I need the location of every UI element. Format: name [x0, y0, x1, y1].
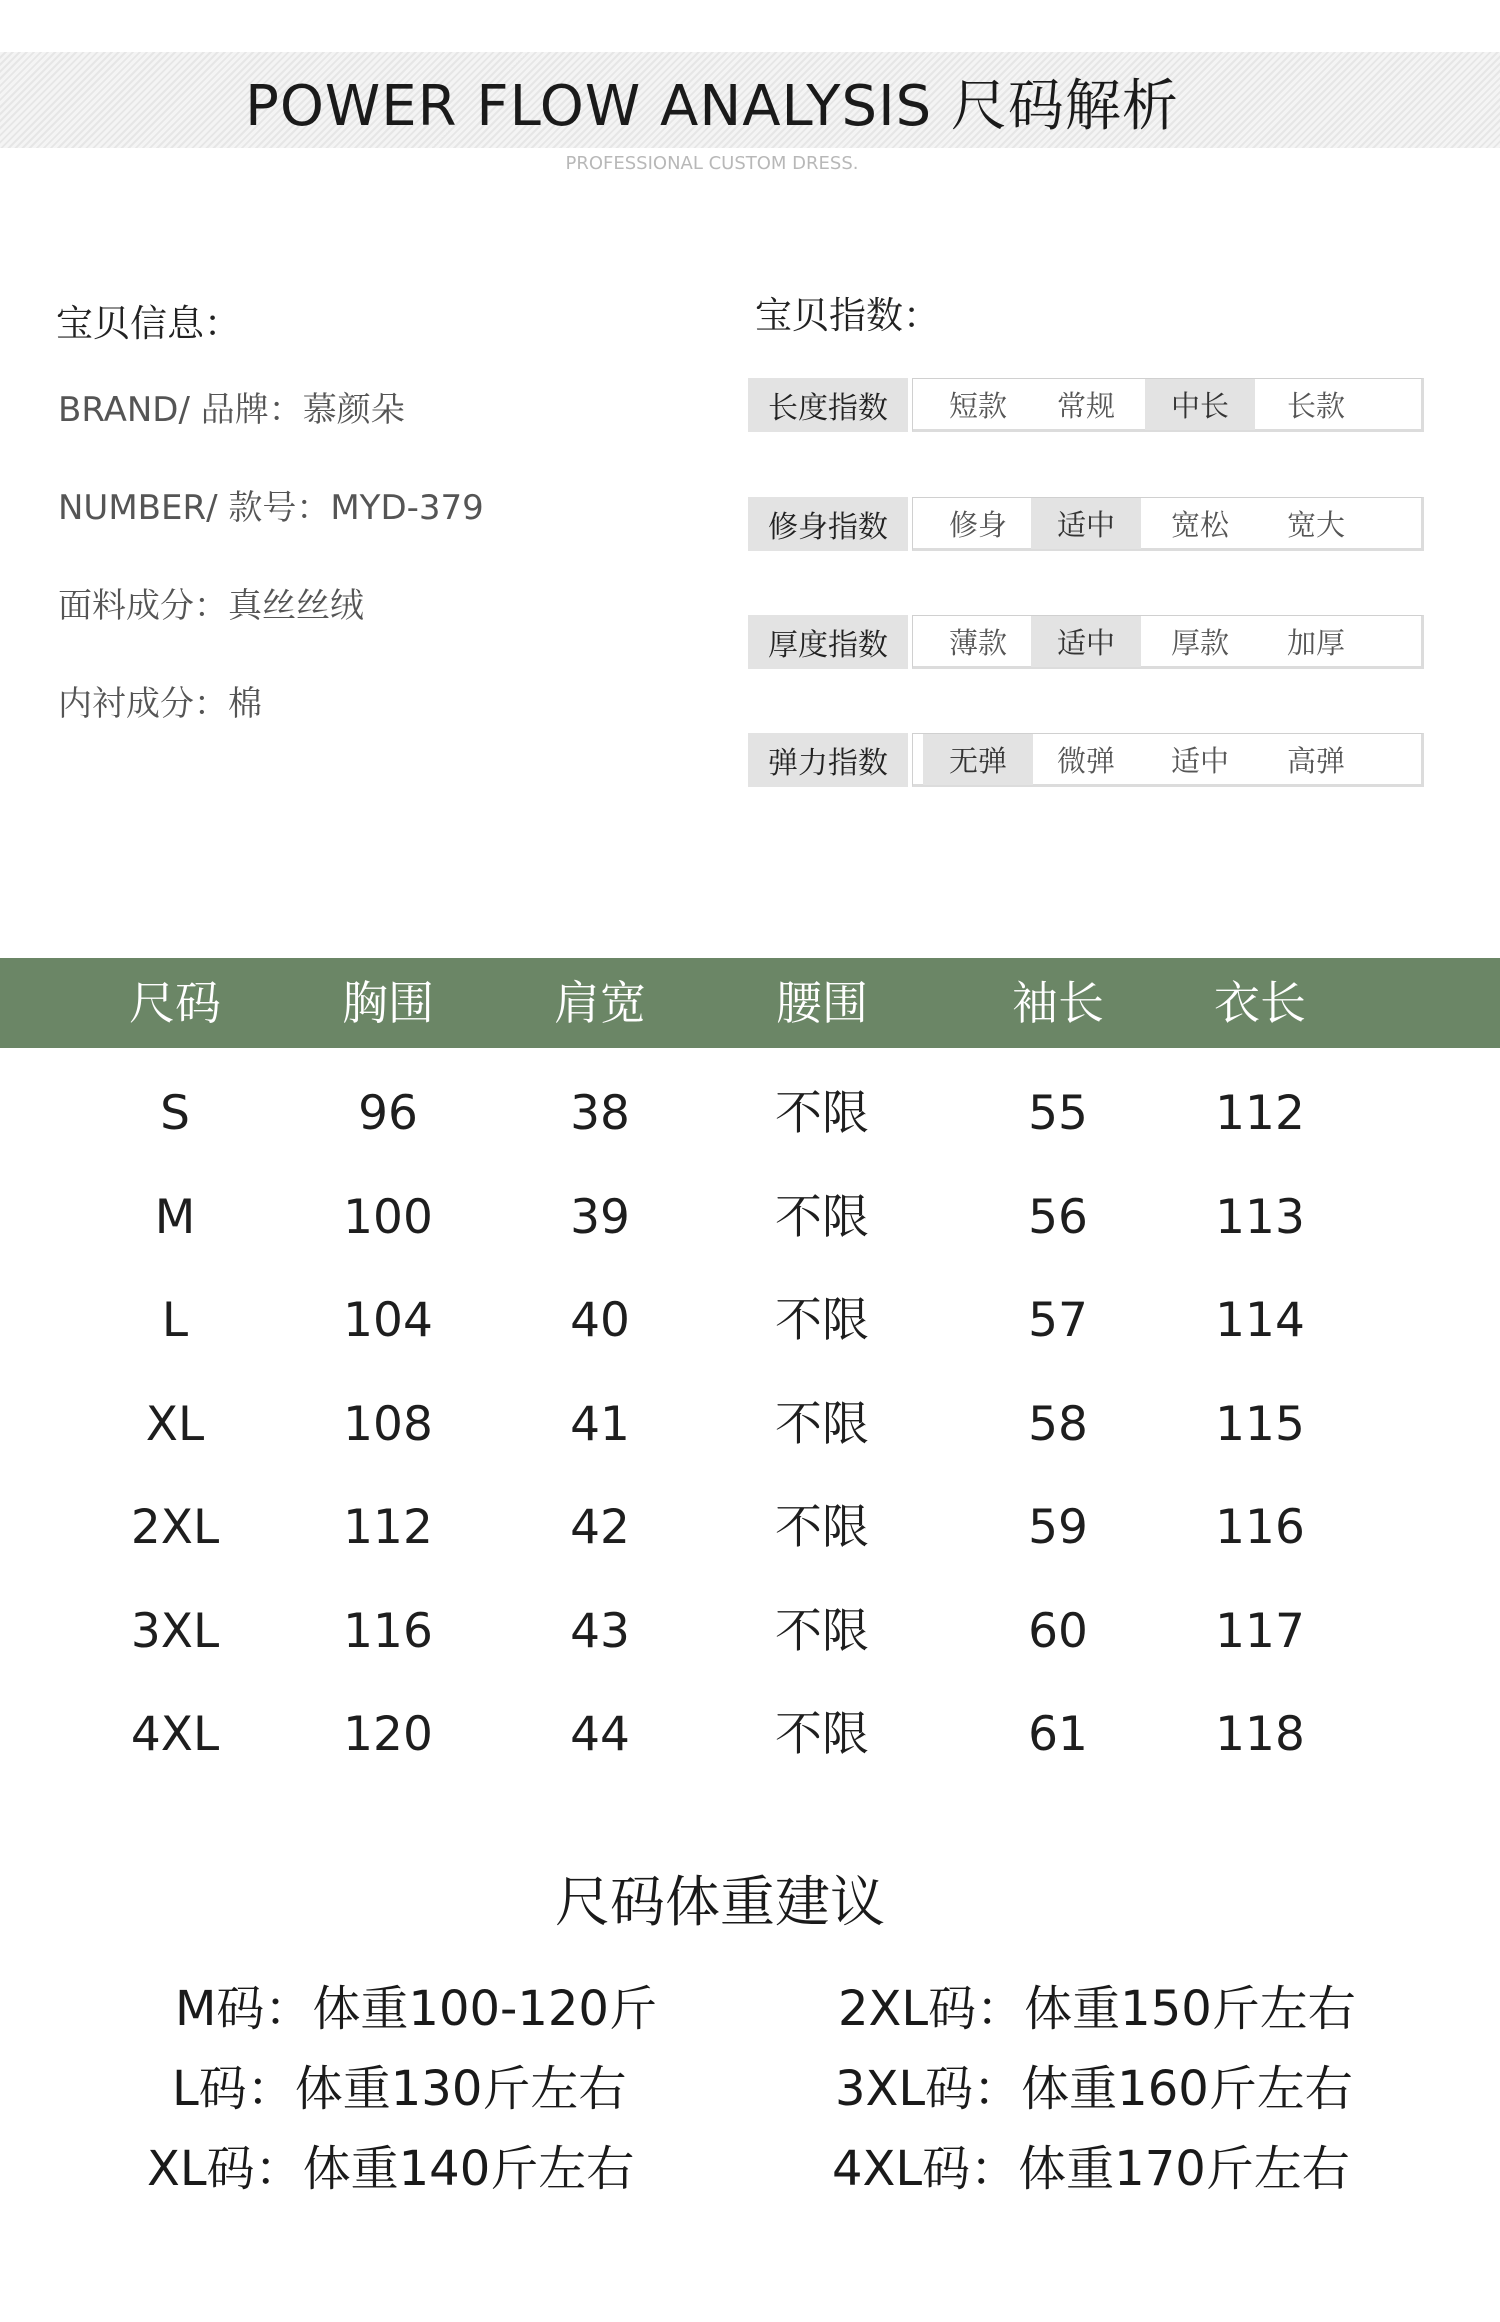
index-option: 高弹: [1286, 744, 1345, 778]
index-options-box: [912, 733, 1424, 787]
table-header-cell: 尺码: [129, 976, 221, 1030]
table-header-cell: 肩宽: [554, 976, 646, 1030]
index-row: [748, 378, 1424, 436]
table-cell: 112: [1215, 1086, 1305, 1141]
info-lining: 内衬成分：棉: [58, 684, 262, 724]
index-row: [748, 497, 1424, 555]
index-options-box: [912, 497, 1424, 551]
indices-heading: 宝贝指数：: [755, 294, 940, 337]
table-cell: 不限: [775, 1707, 869, 1762]
table-cell: 38: [570, 1086, 630, 1141]
index-option-selected: 适中: [1031, 498, 1141, 549]
table-cell: 42: [570, 1500, 630, 1555]
table-cell: 116: [343, 1603, 433, 1659]
table-cell: 39: [570, 1189, 630, 1245]
table-cell: M: [154, 1189, 196, 1245]
info-fabric: 面料成分：真丝丝绒: [58, 586, 364, 626]
table-cell: 108: [343, 1396, 433, 1452]
table-cell: 44: [570, 1707, 630, 1762]
table-cell: 不限: [775, 1189, 869, 1245]
index-option: 厚款: [1170, 626, 1229, 660]
weight-rec-item: 4XL码：体重170斤左右: [832, 2141, 1350, 2197]
index-option: 短款: [948, 389, 1007, 423]
index-option: 宽松: [1170, 508, 1229, 542]
weight-rec-item: 2XL码：体重150斤左右: [838, 1981, 1356, 2037]
table-cell: 不限: [775, 1086, 869, 1141]
table-cell: 55: [1028, 1086, 1088, 1141]
index-option-selected: 适中: [1031, 616, 1141, 667]
page-title: POWER FLOW ANALYSIS 尺码解析: [245, 74, 1179, 139]
index-label: 修身指数: [748, 497, 908, 551]
table-header-cell: 袖长: [1012, 976, 1104, 1030]
index-label: 厚度指数: [748, 615, 908, 669]
table-cell: 114: [1215, 1293, 1305, 1348]
table-cell: 59: [1028, 1500, 1088, 1555]
table-cell: 60: [1028, 1603, 1088, 1659]
index-label: 弹力指数: [748, 733, 908, 787]
index-row: [748, 733, 1424, 791]
index-option: 修身: [948, 508, 1007, 542]
table-cell: 58: [1028, 1396, 1088, 1452]
info-brand: BRAND/ 品牌：慕颜朵: [58, 390, 405, 430]
table-cell: 113: [1215, 1189, 1305, 1245]
table-cell: 56: [1028, 1189, 1088, 1245]
table-cell: 不限: [775, 1603, 869, 1659]
table-header-cell: 衣长: [1214, 976, 1306, 1030]
table-cell: 不限: [775, 1500, 869, 1555]
table-header-cell: 胸围: [342, 976, 434, 1030]
table-header-cell: 腰围: [776, 976, 868, 1030]
index-options-box: [912, 615, 1424, 669]
weight-rec-item: 3XL码：体重160斤左右: [835, 2061, 1353, 2117]
index-row: [748, 615, 1424, 673]
index-option: 常规: [1056, 389, 1115, 423]
table-cell: L: [161, 1293, 189, 1348]
table-cell: 41: [570, 1396, 630, 1452]
table-cell: 120: [343, 1707, 433, 1762]
index-label: 长度指数: [748, 378, 908, 432]
weight-rec-item: L码：体重130斤左右: [172, 2061, 627, 2117]
table-cell: 不限: [775, 1396, 869, 1452]
table-cell: 不限: [775, 1293, 869, 1348]
table-cell: 117: [1215, 1603, 1305, 1659]
weight-rec-item: XL码：体重140斤左右: [147, 2141, 635, 2197]
index-option-selected: 无弹: [923, 734, 1033, 785]
table-cell: 2XL: [130, 1500, 220, 1555]
page-subtitle: PROFESSIONAL CUSTOM DRESS.: [565, 153, 859, 174]
index-options-box: [912, 378, 1424, 432]
index-option: 适中: [1170, 744, 1229, 778]
table-cell: XL: [145, 1396, 205, 1452]
table-cell: 115: [1215, 1396, 1305, 1452]
table-cell: 104: [343, 1293, 433, 1348]
table-cell: 61: [1028, 1707, 1088, 1762]
index-option-selected: 中长: [1145, 379, 1255, 430]
table-cell: 112: [343, 1500, 433, 1555]
info-heading: 宝贝信息：: [56, 302, 241, 345]
table-cell: S: [160, 1086, 190, 1141]
index-option: 微弹: [1056, 744, 1115, 778]
index-option: 薄款: [948, 626, 1007, 660]
table-cell: 100: [343, 1189, 433, 1245]
index-option: 宽大: [1286, 508, 1345, 542]
table-cell: 96: [358, 1086, 418, 1141]
table-cell: 40: [570, 1293, 630, 1348]
weight-rec-title: 尺码体重建议: [554, 1870, 885, 1934]
table-cell: 4XL: [130, 1707, 220, 1762]
table-cell: 116: [1215, 1500, 1305, 1555]
weight-rec-item: M码：体重100-120斤: [175, 1981, 657, 2037]
index-option: 加厚: [1286, 626, 1345, 660]
table-cell: 57: [1028, 1293, 1088, 1348]
table-cell: 118: [1215, 1707, 1305, 1762]
table-cell: 43: [570, 1603, 630, 1659]
info-number: NUMBER/ 款号：MYD-379: [58, 488, 484, 528]
index-option: 长款: [1286, 389, 1345, 423]
table-cell: 3XL: [130, 1603, 220, 1659]
